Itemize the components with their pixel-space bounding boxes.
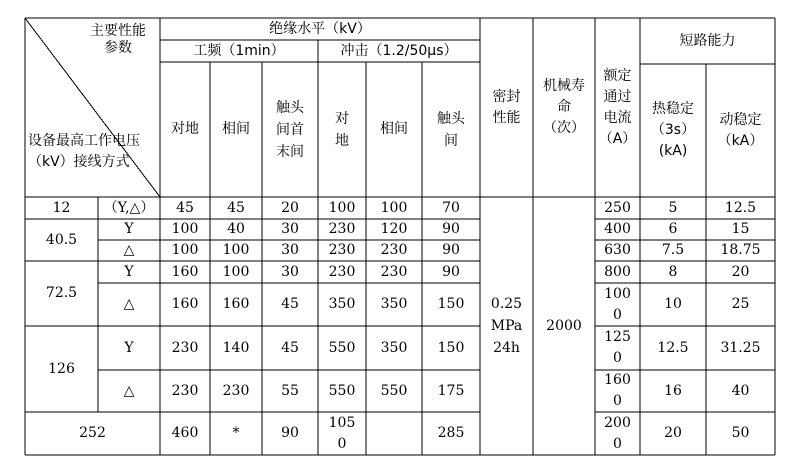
table-cell-dynamic: 40 bbox=[731, 382, 750, 399]
table-cell-pf-contacts: 45 bbox=[281, 339, 299, 356]
table-cell-pf-phase: 100 bbox=[222, 242, 250, 258]
table-cell-thermal: 8 bbox=[668, 263, 678, 280]
header-pf-phase-to-phase: 相间 bbox=[222, 121, 250, 137]
table-cell-im-contacts: 150 bbox=[437, 339, 465, 356]
header-pf-across-contacts: 触头间首末间 bbox=[276, 99, 304, 160]
header-rated-voltage-connection: 设备最高工作电压（kV）接线方式 bbox=[28, 133, 140, 170]
table-cell-pf-contacts: 30 bbox=[281, 263, 299, 280]
table-cell-im-phase bbox=[366, 412, 422, 455]
table-cell-im-phase: 230 bbox=[380, 242, 408, 258]
connection-cell: △ bbox=[123, 296, 135, 312]
table-cell-pf-phase: * bbox=[232, 425, 240, 441]
table-cell-current: 1600 bbox=[604, 372, 631, 409]
table-cell-im-ground: 550 bbox=[328, 382, 356, 399]
connection-cell: Y bbox=[124, 339, 134, 356]
header-dynamic-stability: 动稳定（kA） bbox=[717, 111, 764, 149]
table-cell-pf-ground: 100 bbox=[171, 242, 199, 258]
table-cell-im-phase: 550 bbox=[380, 382, 408, 399]
table-cell-im-phase: 120 bbox=[380, 221, 408, 237]
table-cell-im-contacts: 70 bbox=[442, 199, 460, 216]
table-cell-pf-phase: 140 bbox=[222, 339, 250, 356]
table-cell-im-phase: 230 bbox=[380, 263, 408, 280]
header-im-across-contacts: 触头间 bbox=[437, 110, 465, 149]
header-rated-current: 额定通过电流（A） bbox=[598, 67, 637, 147]
header-insulation-level: 绝缘水平（kV） bbox=[269, 20, 371, 37]
header-thermal-stability: 热稳定（3s）(kA) bbox=[650, 101, 696, 159]
table-cell-pf-phase: 160 bbox=[222, 296, 250, 312]
voltage-cell: 12 bbox=[52, 199, 71, 216]
table-cell-pf-phase: 230 bbox=[222, 382, 250, 399]
table-cell-dynamic: 18.75 bbox=[720, 242, 761, 258]
table-cell-im-ground: 1050 bbox=[328, 414, 356, 452]
table-cell-im-contacts: 175 bbox=[437, 382, 465, 399]
table-cell-dynamic: 31.25 bbox=[720, 339, 761, 356]
table-cell-current: 2000 bbox=[604, 414, 631, 452]
table-cell-pf-contacts: 55 bbox=[281, 382, 299, 399]
table-cell-im-ground: 350 bbox=[328, 296, 356, 312]
voltage-cell: 40.5 bbox=[45, 231, 78, 248]
table-cell-current: 250 bbox=[604, 199, 631, 216]
table-cell-pf-contacts: 90 bbox=[281, 425, 299, 441]
header-pf-to-ground: 对地 bbox=[171, 121, 199, 137]
connection-cell: Y bbox=[124, 221, 134, 237]
table-cell-pf-ground: 460 bbox=[171, 425, 199, 441]
table-cell-im-ground: 230 bbox=[328, 221, 356, 237]
header-main-parameters: 主要性能参数 bbox=[90, 23, 146, 56]
table-cell-current: 400 bbox=[604, 221, 631, 237]
table-cell-pf-ground: 230 bbox=[171, 339, 199, 356]
table-cell-dynamic: 50 bbox=[731, 425, 750, 441]
voltage-cell: 72.5 bbox=[45, 285, 78, 301]
header-sealing: 密封性能 bbox=[492, 88, 521, 126]
table-cell-pf-contacts: 30 bbox=[281, 242, 299, 258]
table-cell-pf-ground: 230 bbox=[171, 382, 199, 399]
table-cell-pf-contacts: 45 bbox=[281, 296, 299, 312]
table-cell-im-ground: 230 bbox=[328, 242, 356, 258]
table-cell-thermal: 20 bbox=[664, 425, 682, 441]
header-im-phase-to-phase: 相间 bbox=[380, 121, 408, 137]
connection-cell: △ bbox=[123, 382, 135, 399]
table-cell-im-phase: 100 bbox=[380, 199, 408, 216]
table-cell-current: 800 bbox=[604, 263, 631, 280]
header-im-to-ground: 对地 bbox=[335, 110, 349, 149]
table-cell-im-ground: 550 bbox=[328, 339, 356, 356]
table-cell-im-contacts: 90 bbox=[442, 242, 460, 258]
table-cell-pf-contacts: 30 bbox=[281, 221, 299, 237]
table-cell-im-contacts: 90 bbox=[442, 263, 460, 280]
table-cell-dynamic: 25 bbox=[731, 296, 750, 312]
table-cell-pf-phase: 100 bbox=[222, 263, 250, 280]
table-cell-im-phase: 350 bbox=[380, 296, 408, 312]
voltage-cell: 126 bbox=[48, 360, 75, 377]
mechanical-life-value: 2000 bbox=[546, 317, 582, 334]
table-cell-dynamic: 20 bbox=[731, 263, 750, 280]
table-cell-thermal: 6 bbox=[668, 221, 678, 237]
header-mechanical-life: 机械寿命（次） bbox=[543, 78, 585, 136]
header-short-circuit: 短路能力 bbox=[679, 32, 736, 49]
connection-cell: （Y,△） bbox=[103, 199, 155, 216]
table-cell-dynamic: 15 bbox=[731, 221, 750, 237]
header-power-frequency: 工频（1min） bbox=[193, 42, 285, 59]
table-cell-im-contacts: 150 bbox=[437, 296, 465, 312]
header-impulse: 冲击（1.2/50μs） bbox=[340, 42, 458, 59]
table-cell-dynamic: 12.5 bbox=[724, 199, 757, 216]
table-cell-pf-phase: 45 bbox=[227, 199, 245, 216]
connection-cell: △ bbox=[123, 242, 135, 258]
table-cell-pf-ground: 160 bbox=[171, 296, 199, 312]
table-cell-thermal: 12.5 bbox=[657, 339, 689, 356]
table-cell-im-contacts: 90 bbox=[442, 221, 460, 237]
table-cell-thermal: 16 bbox=[664, 382, 682, 399]
table-cell-pf-ground: 100 bbox=[171, 221, 199, 237]
sealing-value: 0.25 MPa 24h bbox=[490, 296, 523, 356]
table-cell-im-phase: 350 bbox=[380, 339, 408, 356]
table-cell-current: 1250 bbox=[604, 329, 631, 366]
table-cell-thermal: 5 bbox=[668, 199, 678, 216]
table-cell-im-ground: 230 bbox=[328, 263, 356, 280]
table-cell-im-contacts: 285 bbox=[437, 425, 465, 441]
table-cell-pf-ground: 160 bbox=[171, 263, 199, 280]
table-cell-current: 1000 bbox=[604, 285, 631, 323]
table-cell-pf-ground: 45 bbox=[176, 199, 194, 216]
table-cell-current: 630 bbox=[604, 242, 631, 258]
table-cell-thermal: 10 bbox=[664, 296, 682, 312]
table-cell-thermal: 7.5 bbox=[661, 242, 685, 258]
voltage-cell: 252 bbox=[79, 425, 106, 441]
table-cell-pf-phase: 40 bbox=[227, 221, 245, 237]
table-cell-pf-contacts: 20 bbox=[281, 199, 299, 216]
table-cell-im-ground: 100 bbox=[328, 199, 356, 216]
connection-cell: Y bbox=[124, 263, 134, 280]
